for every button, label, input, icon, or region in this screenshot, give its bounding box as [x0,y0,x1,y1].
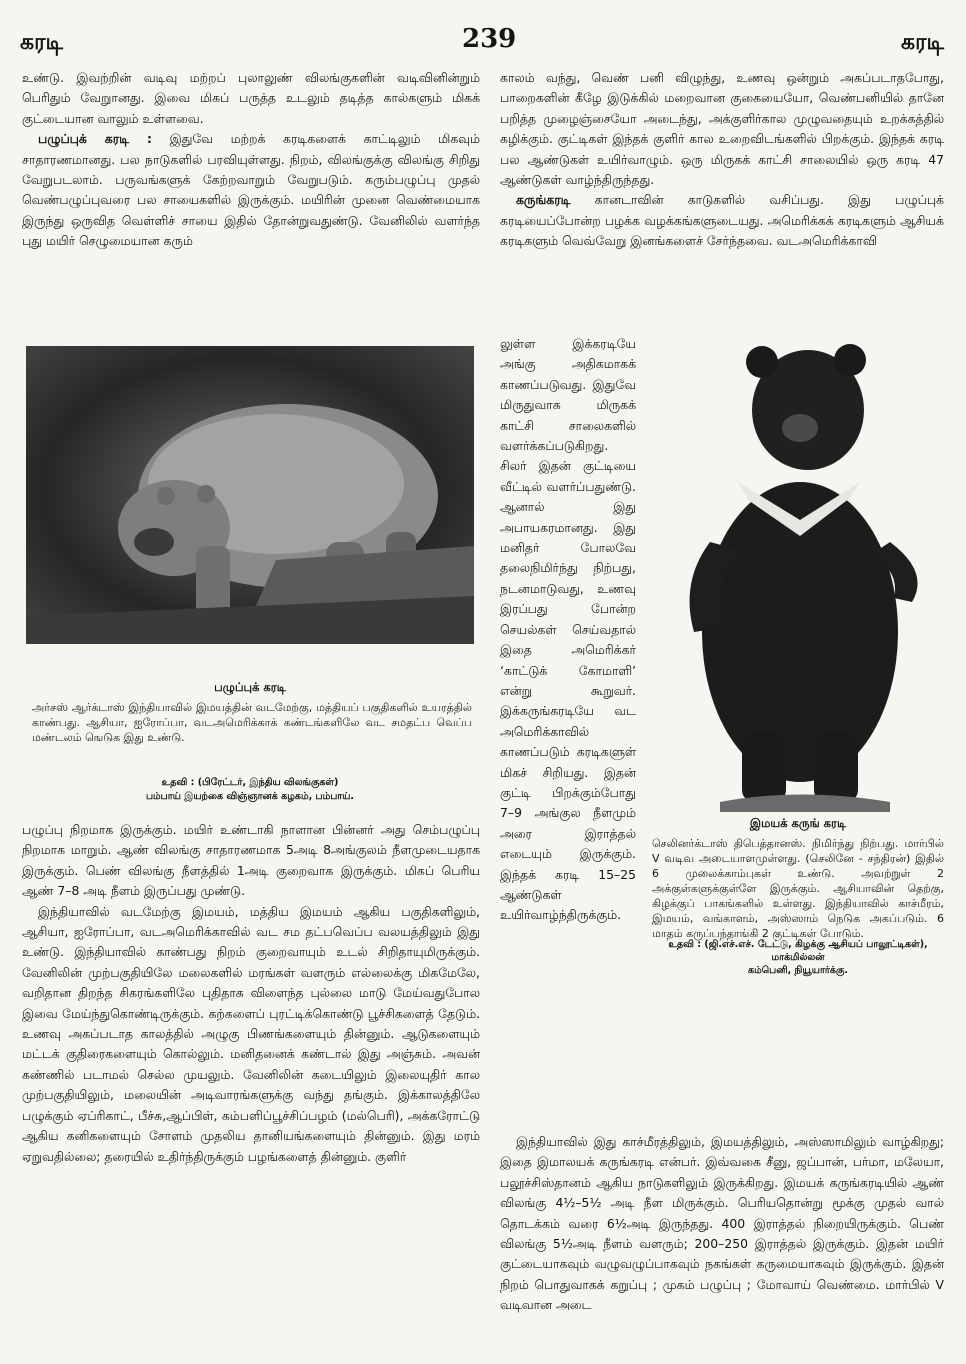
left-column-bottom [22,820,480,1167]
page-number: 239 [462,24,517,54]
brown-bear-caption-title: பழுப்புக் கரடி [214,680,286,694]
term-brown-bear: பழுப்புக் கரடி : [38,131,152,147]
brown-bear-caption: அர்சஸ் ஆர்க்டாஸ் இந்தியாவில் இமயத்தின் வடமேற்கு, மத்தியப் பகுதிகளில் உயரத்தில் காண்பது. ஆசியா, ஐரோப்பா, வடஅமெரிக்காக் கண்டங்களிலே வட சமதட்ப வெப்ப மண்டலம் ஙெடுக இது உண்டு. [32,701,472,744]
black-bear-caption: செலினர்க்டாஸ் திபெத்தானஸ். நிமிர்ந்து நிற்பது. மார்பில் V வடிவ அடையாளமுள்ளது. (செலினே - சந்திரன்) இதில் 6 முலைக்காம்புகள் உண்டு. அவற்றுள் 2 அக்குள்களுக்குள்ளே இருக்கும். ஆசியாவின் தெற்கு, கிழக்குப் பாகங்களில் உள்ளது. இந்தியாவில் காச்மீரம், இமயம், வங்காளம், அஸ்ஸாம் நெடுக அகப்படும். 6 மாதம் கருப்பந்தாங்கி 2 குட்டிகள் போடும். [652,837,944,940]
paragraph: காலம் வந்து, வெண் பனி விழுந்து, உணவு ஒன்றும் அகப்படாதபோது, பாறைகளின் கீழே இடுக்கில் மறைவான குகையையோ, வெண்பனியில் தானே பறித்த முழைஞ்சையோ அடைந்து, அக்குளிர்கால முழுவதையும் உறக்கத்தில் கழிக்கும். குட்டிகள் இந்தக் குளிர் கால உறைவிடங்களில் பிறக்கும். இந்தக் கரடி பல ஆண்டுகள் உயிர்வாழும். ஒரு மிருகக் காட்சி சாலையில் ஒரு கரடி 47 ஆண்டுகள் வாழ்ந்திருந்தது. [500,70,944,188]
right-column-bottom [500,1132,944,1316]
paragraph-black-bear [500,190,944,251]
black-bear-caption-title: இமயக் கருங் கரடி [749,816,847,830]
himalayan-black-bear-drawing [650,332,946,812]
right-narrow-column [500,334,636,926]
brown-bear-credit-1: உதவி : (பிரேட்டர், இந்திய விலங்குகள்) [161,777,339,788]
paragraph: இந்தியாவில் இது காச்மீரத்திலும், இமயத்திலும், அஸ்ஸாமிலும் வாழ்கிறது; இதை இமாலயக் கருங்கரடி என்பர். இவ்வகை சீனு, ஜப்பான், பர்மா, மலேயா, பலூச்சிஸ்தானம் ஆகிய நாடுகளிலும் இருக்கிறது. இமயக் கருங்கரடியில் ஆண் விலங்கு 4½–5½ அடி நீள மிருக்கும். பெரியதொன்று மூக்கு முதல் வால் தொடக்கம் வரை 6½அடி இருந்தது. 400 இராத்தல் நிறையிருக்கும். பெண் விலங்கு 5½அடி நீளம் வளரும்; 200–250 இராத்தல் இருக்கும். இதன் மயிர் குட்டையாகவும் வழுவழுப்பாகவும் நகங்கள் கருமையாகவும் இருக்கும். இதன் நிறம் பொதுவாகக் கறுப்பு ; முகம் பழுப்பு ; மோவாய் வெண்மை. மார்பில் V வடிவான அடை [500,1134,944,1313]
paragraph: லுள்ள இக்கரடியே அங்கு அதிகமாகக் காணப்படுவது. இதுவே மிருதுவாக மிருகக் காட்சி சாலைகளில் வளர்க்கப்படுகிறது. சிலர் இதன் குட்டியை வீட்டில் வளர்ப்பதுண்டு. ஆனால் இது அபாயகரமானது. இது மனிதர் போலவே தலைநிமிர்ந்து நிற்பது, நடனமாடுவது, உணவு இரப்பது போன்ற செயல்கள் செய்வதால் இதை அமெரிக்கர் ‘காட்டுக் கோமாளி’ என்று கூறுவர். இக்கருங்கரடியே வட அமெரிக்காவில் காணப்படும் கரடிகளுள் மிகச் சிறியது. இதன் குட்டி பிறக்கும்போது 7–9 அங்குல நீளமும் அரை இராத்தல் எடையும் இருக்கும். இந்தக் கரடி 15–25 ஆண்டுகள் உயிர்வாழ்ந்திருக்கும். [500,336,636,923]
paragraph-text: இதுவே மற்றக் கரடிகளைக் காட்டிலும் மிகவும் சாதாரணமானது. பல நாடுகளில் பரவியுள்ளது. நிறம், விலங்குக்கு விலங்கு சிறிது வேறுபடலாம். பருவங்களுக் கேற்றவாறும் வேறுபடும். கரும்பழுப்பு முதல் வெண்பழுப்புவரை பல சாயைகளில் இருக்கும். மயிரின் முனை வெண்மையாக இருந்து ஒருவித வெள்ளிச் சாயை இதில் தோன்றுவதுண்டு. வேனிலில் வளர்ந்த புது மயிர் செழுமையான கரும் [22,131,480,249]
brown-bear-credit-2: பம்பாய் இயற்கை விஞ்ஞானக் கழகம், பம்பாய். [145,791,355,802]
paragraph: இந்தியாவில் வடமேற்கு இமயம், மத்திய இமயம் ஆகிய பகுதிகளிலும், ஆசியா, ஐரோப்பா, வடஅமெரிக்காவில் வட சம தட்பவெப்ப வலயத்திலும் இது உண்டு. இந்தியாவில் காண்பது நிறம் குறைவாயும் உடல் சிறிதாயுமிருக்கும். வேனிலின் முற்பகுதியிலே மலைகளில் மரங்கள் வளரும் எல்லைக்கு மிகமேலே, வறிதான திறந்த சிகரங்களிலே புதிதாக விளைந்த புல்லை மாடு மேய்வதுபோல இவை மேய்ந்துகொண்டிருக்கும். கற்களைப் புரட்டிக்கொண்டு பூச்சிகளைத் தேடும். உணவு அகப்படாத காலத்தில் அழுகு பிணங்களையும் தின்னும். ஆடுகளையும் மட்டக் குதிரைகளையும் கொல்லும். மனிதனைக் கண்டால் இது அஞ்சும். அவன் கண்ணில் படாமல் செல்ல முயலும். வேனிலின் கடையிலும் இலையுதிர் கால முற்பகுதியிலும், மலையின் அடிவாரங்களுக்கு வந்து தங்கும். இக்காலத்திலே பழுக்கும் ஏப்ரிகாட், பீச்சு,ஆப்பிள், கம்பளிப்பூச்சிப்பழம் (மல்பெரி), அக்கரோட்டு ஆகிய கனிகளையும் சோளம் முதலிய தானியங்களையும் தின்னும். இது மரம் ஏறுவதில்லை; தரையில் உதிர்ந்திருக்கும் பழங்களைத் தின்னும். குளிர் [22,903,480,1164]
brown-bear-photo [26,346,474,644]
term-black-bear: கருங்கரடி [516,192,571,208]
paragraph: உண்டு. இவற்றின் வடிவு மற்றப் புலாலுண் விலங்குகளின் வடிவினின்றும் பெரிதும் வேறுானது. இவை மிகப் பருத்த உடலும் தடித்த கால்களும் மிகக் குட்டையான வாலும் உள்ளவை. [22,70,480,126]
paragraph-brown-bear [22,129,480,251]
running-header-left: கரடி [20,30,63,55]
running-header-right: கரடி [901,30,944,55]
black-bear-illustration [650,332,946,812]
left-column-top [22,68,480,252]
brown-bear-illustration [26,346,474,644]
black-bear-credit-1: உதவி : (ஜி.எச்.எச். டேட்டு, கிழக்கு ஆசியப் பாலூட்டிகள்), மாக்மில்லன் [668,939,928,963]
black-bear-credit-2: கம்பெனி, நியூயார்க்கு. [748,965,848,976]
right-column-top [500,68,944,252]
paragraph: பழுப்பு நிறமாக இருக்கும். மயிர் உண்டாகி நாளான பின்னர் அது செம்பழுப்பு நிறமாக மாறும். ஆண் விலங்கு சாதாரணமாக 5அடி 8அங்குலம் நீளமுடையதாக இருக்கும். பெண் விலங்கு நீளத்தில் 1அடி குறைவாக இருக்கும். மிகப் பெரிய ஆண் 7–8 அடி நீளம் இருப்பது முண்டு. [22,822,480,899]
paragraph-text: கானடாவின் காடுகளில் வசிப்பது. இது பழுப்புக் கரடியைப்போன்ற பழக்க வழக்கங்களுடையது. அமெரிக்கக் கரடிகளும் ஆசியக் கரடிகளும் வெவ்வேறு இனங்களைச் சேர்ந்தவை. வடஅமெரிக்காவி [500,192,944,249]
